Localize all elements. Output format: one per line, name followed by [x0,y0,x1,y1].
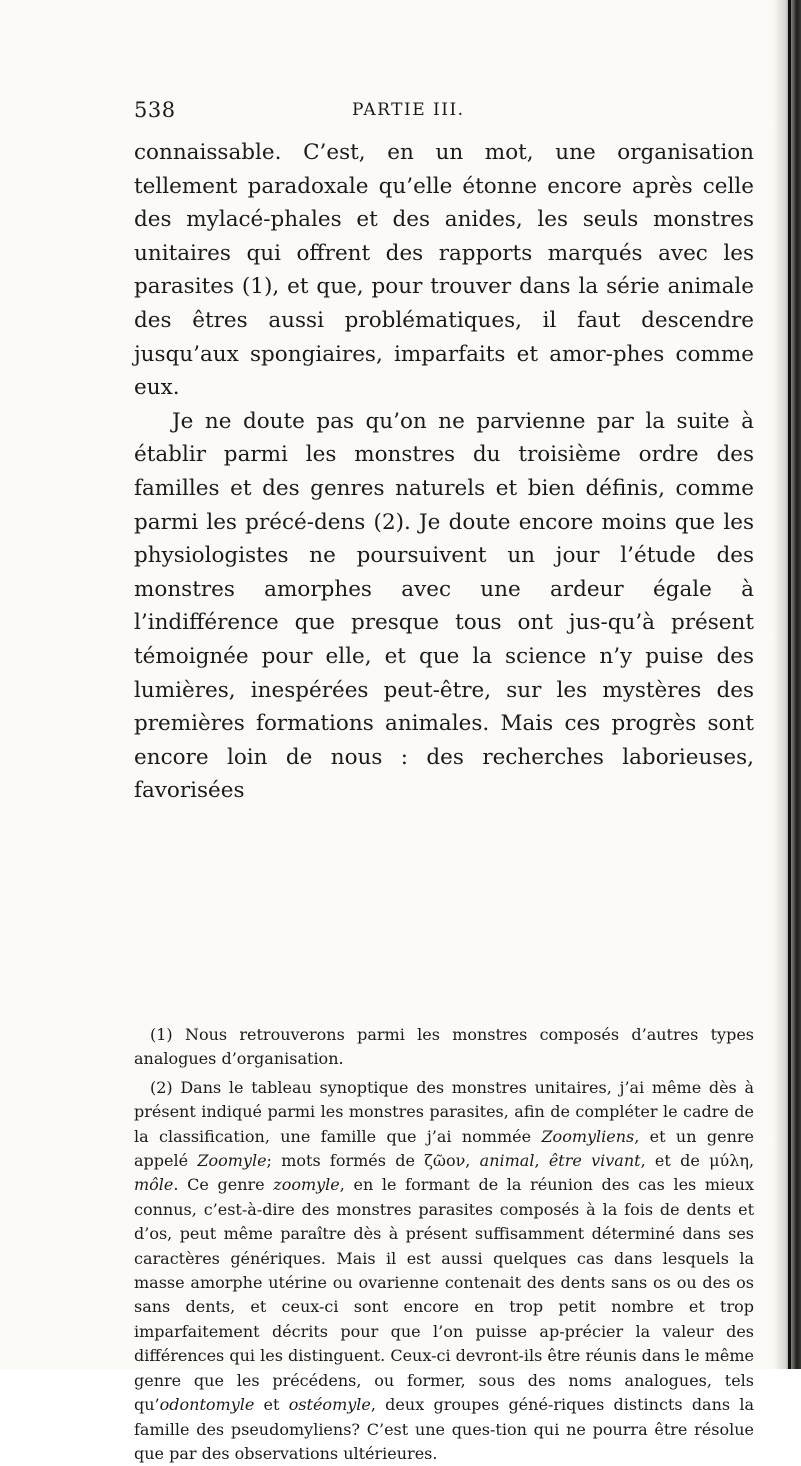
term-odontomyle: odontomyle [159,1395,255,1415]
greek-myle: μύλη [709,1151,749,1171]
main-text [134,136,754,808]
footnote-2-text-h: . Ce genre [173,1175,274,1195]
term-zoomyliens: Zoomyliens [541,1126,635,1146]
term-zoomyle: Zoomyle [197,1151,267,1171]
running-title: PARTIE III. [352,100,465,120]
footnote-2-text-c: ; mots formés de [266,1151,425,1171]
footnotes [134,1023,754,1466]
term-zoomyle-lower: zoomyle [273,1175,340,1195]
page-edge-line [788,0,791,1369]
footnote-2-text-g: , [748,1151,755,1171]
footnote-2-text-k: , deux groupes géné-riques distincts dans la famille des pseudomyliens? C’est une ques-tion qui ne pourra être résolue que par des observations ultérieures. [134,1395,754,1463]
paragraph-2: Je ne doute pas qu’on ne parvienne par la suite à établir parmi les monstres du troisième ordre des familles et des genres naturels et bien définis, comme parmi les précé-dens (2). Je doute encore moins que les physiologistes ne poursuivent un jour l’étude des monstres amorphes avec une ardeur égale à l’indifférence que presque tous ont jus-qu’à présent témoignée pour elle, et que la science n’y puise des lumières, inespérées peut-être, sur les mystères des premières formations animales. Mais ces progrès sont encore loin de nous : des recherches laborieuses, favorisées [134,408,754,804]
page-header [134,98,754,126]
term-etre: être [548,1151,582,1171]
page-number: 538 [134,98,176,122]
term-animal: animal [479,1151,535,1171]
footnote-1: (1) Nous retrouverons parmi les monstres composés d’autres types analogues d’organisation. [134,1025,754,1069]
footnote-2-text-f: , et de [640,1151,710,1171]
greek-zoon: ζῶον [424,1151,466,1171]
footnote-2-text-e: , [534,1151,549,1171]
footnote-2-text-d: , [465,1151,480,1171]
footnote-2 [134,1076,754,1466]
footnote-2-text-j: et [254,1395,289,1415]
term-osteomyle: ostéomyle [288,1395,371,1415]
footnote-2-text-a: (2) Dans le tableau synoptique des monstres unitaires, j’ai même dès à présent indiqué parmi les monstres parasites, afin de compléter le cadre de la classification, une famille que j’ai nommée [134,1077,754,1146]
page-edge-shadow [773,0,801,1369]
footnote-2-text-i: , en le formant de la réunion des cas les mieux connus, c’est-à-dire des monstres parasites composés à la fois de dents et d’os, peut même paraître dès à présent suffisamment déterminé dans ses caractères génériques. Mais il est aussi quelques cas dans lesquels la masse amorphe utérine ou ovarienne contenait des dents sans os ou des os sans dents, et ceux-ci sont encore en trop petit nombre et trop imparfaitement décrits pour que l’on puisse ap-précier la valeur des différences qui les distinguent. Ceux-ci devront-ils être réunis dans le même genre que les précédens, ou former, sous des noms analogues, tels qu’ [134,1175,754,1415]
term-vivant: vivant [591,1151,641,1171]
term-mole: môle [134,1175,174,1195]
paragraph-1: connaissable. C’est, en un mot, une organisation tellement paradoxale qu’elle étonne encore après celle des mylacé-phales et des anides, les seuls monstres unitaires qui offrent des rapports marqués avec les parasites (1), et que, pour trouver dans la série animale des êtres aussi problématiques, il faut descendre jusqu’aux spongiaires, imparfaits et amor-phes comme eux. [134,140,754,401]
footnote-2-text-b: , et un genre appelé [134,1126,755,1171]
